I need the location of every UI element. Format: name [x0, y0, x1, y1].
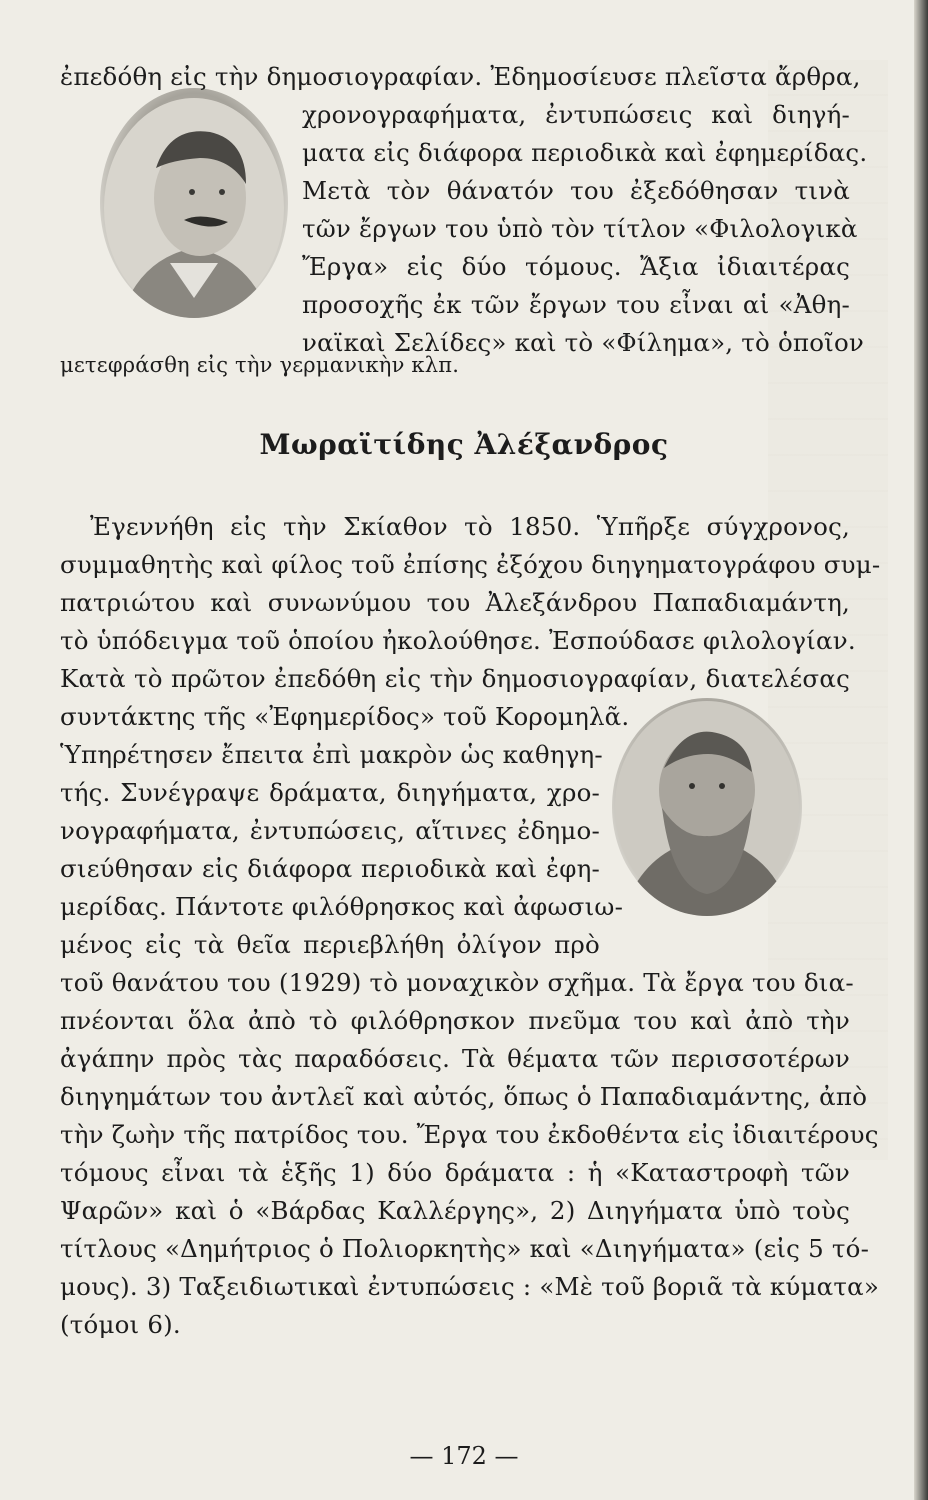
- text-line: χρονογραφήματα, ἐντυπώσεις καὶ διηγή-: [302, 100, 850, 129]
- text-line: ματα εἰς διάφορα περιοδικὰ καὶ ἐφημερίδας.: [302, 138, 868, 167]
- text-line: τής. Συνέγραψε δράματα, διηγήματα, χρο-: [60, 778, 600, 807]
- text-line: Ψαρῶν» καὶ ὁ «Βάρδας Καλλέργης», 2) Διηγήματα ὑπὸ τοὺς: [60, 1196, 850, 1225]
- text-line: (τόμοι 6).: [60, 1310, 181, 1339]
- text-line: μους). 3) Ταξειδιωτικαὶ ἐντυπώσεις : «Μὲ τοῦ βοριᾶ τὰ κύματα»: [60, 1272, 880, 1301]
- text-line: μετεφράσθη εἰς τὴν γερμανικὴν κλπ.: [60, 353, 460, 377]
- text-line: μερίδας. Πάντοτε φιλόθρησκος καὶ ἀφωσιω-: [60, 892, 624, 921]
- text-line: πατριώτου καὶ συνωνύμου του Ἀλεξάνδρου Παπαδιαμάντη,: [60, 588, 850, 617]
- text-line: νογραφήματα, ἐντυπώσεις, αἵτινες ἐδημο-: [60, 816, 600, 845]
- text-line: συμμαθητὴς καὶ φίλος τοῦ ἐπίσης ἐξόχου διηγηματογράφου συμ-: [60, 550, 881, 579]
- text-line: τίτλους «Δημήτριος ὁ Πολιορκητὴς» καὶ «Διηγήματα» (εἰς 5 τό-: [60, 1234, 870, 1263]
- text-line: τὴν ζωὴν τῆς πατρίδος του. Ἔργα του ἐκδοθέντα εἰς ἰδιαιτέρους: [60, 1120, 879, 1149]
- text-line: τοῦ θανάτου του (1929) τὸ μοναχικὸν σχῆμα. Τὰ ἔργα του δια-: [60, 968, 854, 997]
- text-line: ἀγάπην πρὸς τὰς παραδόσεις. Τὰ θέματα τῶν περισσοτέρων: [60, 1044, 850, 1073]
- portrait-image-previous-author: [100, 88, 288, 318]
- text-line: ἐπεδόθη εἰς τὴν δημοσιογραφίαν. Ἐδημοσίευσε πλεῖστα ἄρθρα,: [60, 62, 861, 91]
- text-line: διηγημάτων του ἀντλεῖ καὶ αὐτός, ὅπως ὁ Παπαδιαμάντης, ἀπὸ: [60, 1082, 868, 1111]
- text-line: πνέονται ὅλα ἀπὸ τὸ φιλόθρησκον πνεῦμα του καὶ ἀπὸ τὴν: [60, 1006, 850, 1035]
- text-line: Ἐγεννήθη εἰς τὴν Σκίαθον τὸ 1850. Ὑπῆρξε σύγχρονος,: [90, 512, 850, 541]
- text-line: Κατὰ τὸ πρῶτον ἐπεδόθη εἰς τὴν δημοσιογραφίαν, διατελέσας: [60, 664, 850, 693]
- text-line: τῶν ἔργων του ὑπὸ τὸν τίτλον «Φιλολογικὰ: [302, 214, 858, 243]
- text-line: σιεύθησαν εἰς διάφορα περιοδικὰ καὶ ἐφη-: [60, 854, 600, 883]
- text-line: τὸ ὑπόδειγμα τοῦ ὁποίου ἠκολούθησε. Ἐσπούδασε φιλολογίαν.: [60, 626, 856, 655]
- text-line: Ὑπηρέτησεν ἔπειτα ἐπὶ μακρὸν ὡς καθηγη-: [60, 740, 603, 769]
- text-line: τόμους εἶναι τὰ ἑξῆς 1) δύο δράματα : ἡ «Καταστροφὴ τῶν: [60, 1158, 850, 1187]
- text-line: Ἔργα» εἰς δύο τόμους. Ἄξια ἰδιαιτέρας: [302, 252, 850, 281]
- text-line: συντάκτης τῆς «Ἐφημερίδος» τοῦ Κορομηλᾶ.: [60, 702, 630, 731]
- page-number: — 172 —: [409, 1442, 519, 1470]
- section-title: Μωραϊτίδης Ἀλέξανδρος: [259, 428, 669, 461]
- text-line: μένος εἰς τὰ θεῖα περιεβλήθη ὀλίγον πρὸ: [60, 930, 600, 959]
- text-line: ναϊκαὶ Σελίδες» καὶ τὸ «Φίλημα», τὸ ὁποῖον: [302, 328, 864, 357]
- text-line: προσοχῆς ἐκ τῶν ἔργων του εἶναι αἱ «Ἀθη-: [302, 290, 850, 319]
- text-line: Μετὰ τὸν θάνατόν του ἐξεδόθησαν τινὰ: [302, 176, 850, 205]
- page-edge-shadow: [914, 0, 928, 1500]
